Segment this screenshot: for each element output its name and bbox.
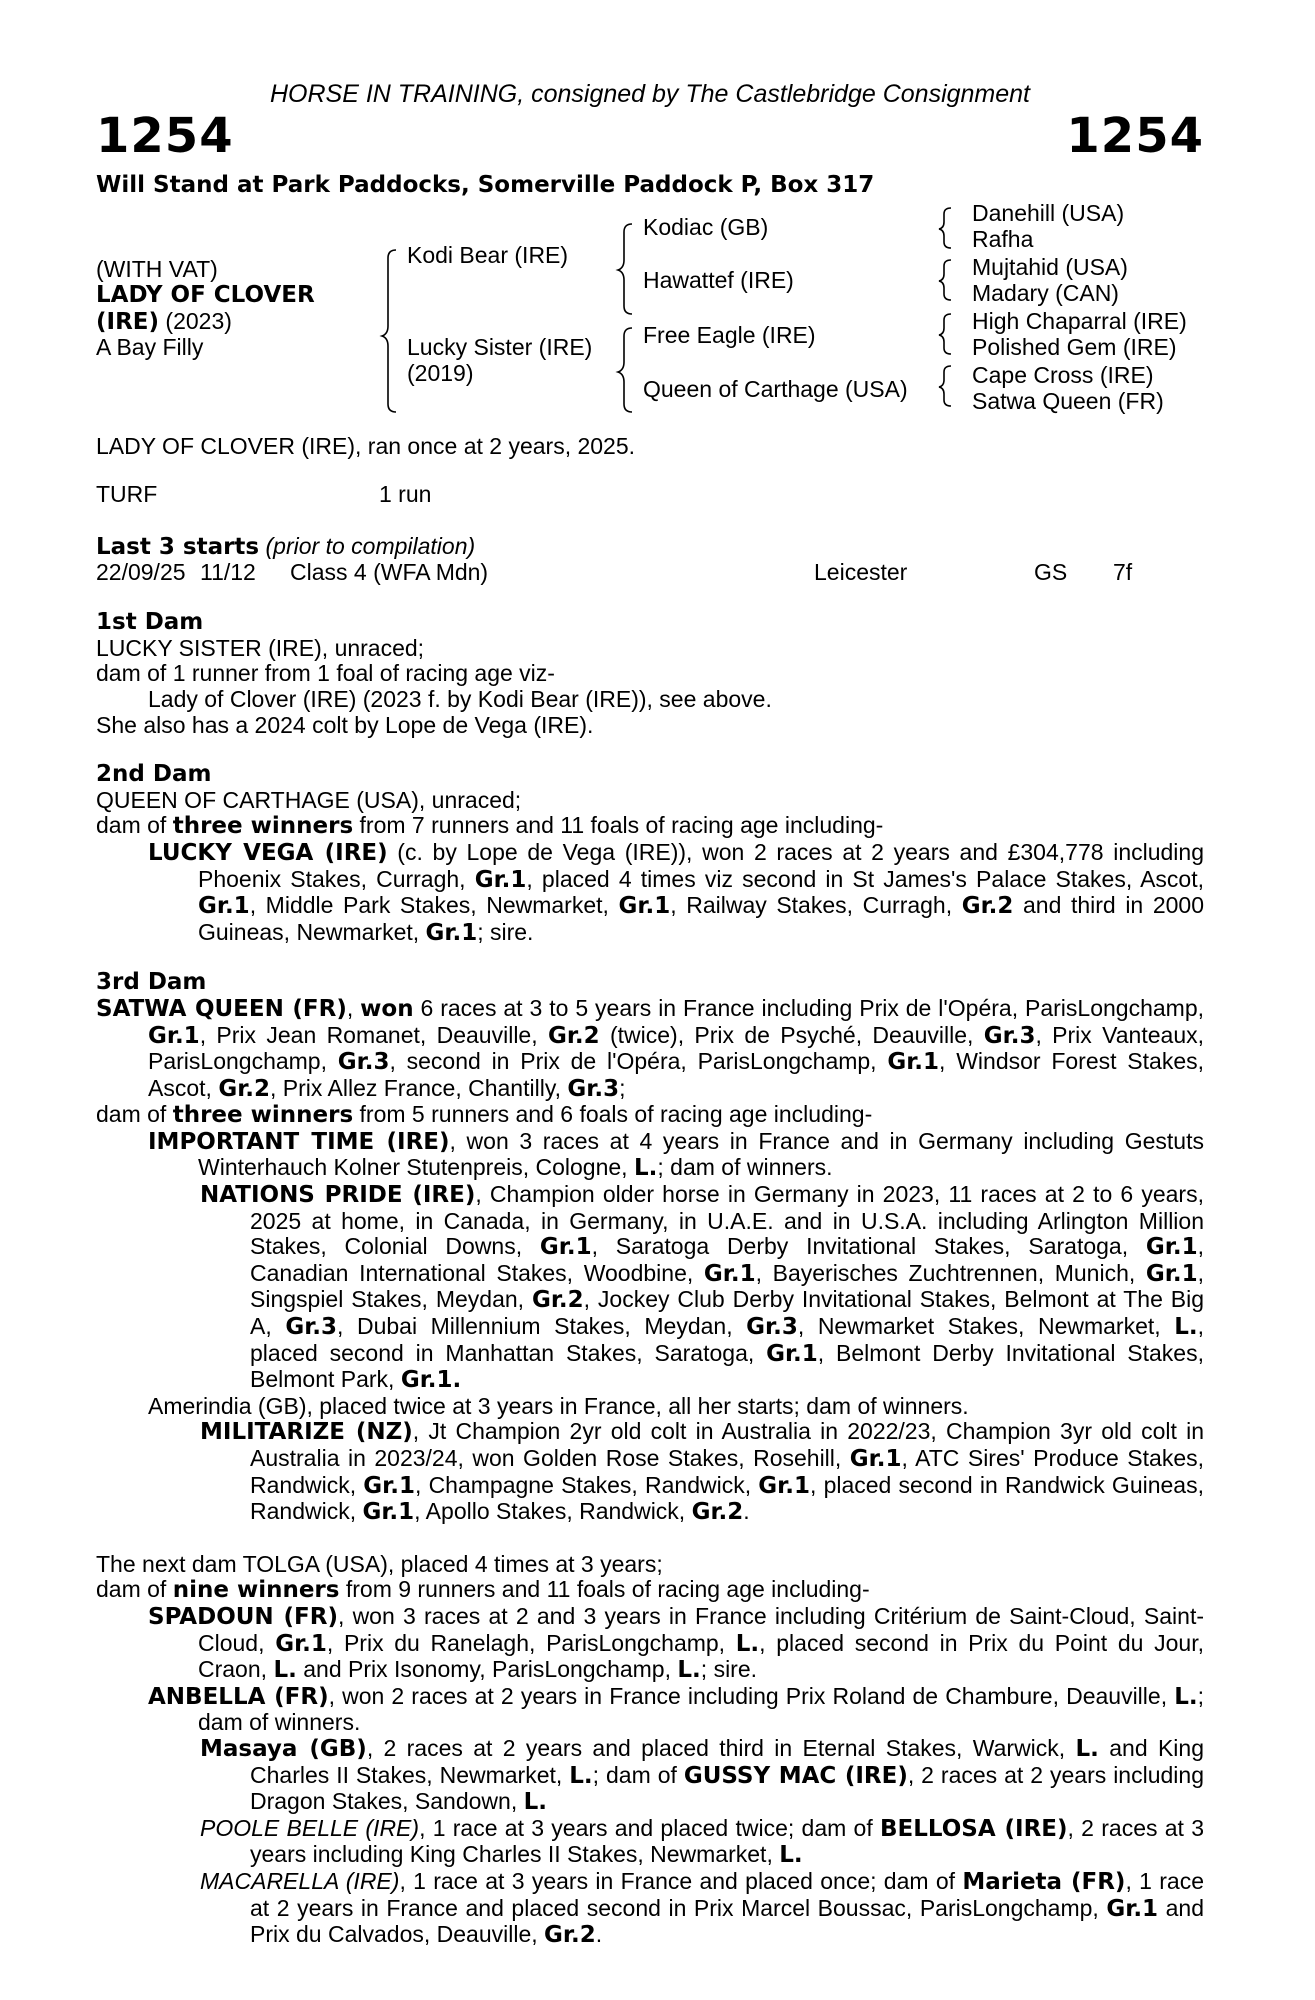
sq-j: Gr.3: [337, 1049, 390, 1076]
start-distance: 7f: [1113, 559, 1133, 586]
horse-origin: (IRE): [96, 309, 160, 335]
sq-b: won: [360, 995, 414, 1022]
sq-k: , second in Prix de l'Opéra, ParisLongchamp,: [389, 1048, 888, 1075]
np-f: Gr.1: [703, 1260, 756, 1287]
horse-origin-year: [96, 308, 232, 335]
ggs-1: Danehill (USA): [972, 200, 1125, 226]
lv-c: , placed 4 times viz second in St James's Palace Stakes, Ascot,: [526, 865, 1204, 892]
dam1-title: 1st Dam: [96, 609, 204, 636]
start-position: 11/12: [200, 559, 256, 586]
pedigree-table: [96, 200, 1204, 420]
nd-a: dam of: [96, 1576, 173, 1603]
ma-g: , 2 races at 2 years including Dragon Stakes, Sandown,: [250, 1761, 1204, 1815]
mi-name: MILITARIZE (NZ): [200, 1419, 413, 1446]
sp-g: and Prix Isonomy, ParisLongchamp,: [296, 1656, 678, 1683]
bracket-dam: [618, 328, 632, 412]
lv-i: and third in 2000 Guineas, Newmarket,: [198, 892, 1204, 945]
last-starts-note: (prior to compilation): [259, 532, 476, 559]
d3-c: from 5 runners and 6 foals of racing age including-: [353, 1101, 873, 1128]
horse-name: LADY OF CLOVER: [96, 282, 315, 308]
np-h: Gr.1: [1145, 1260, 1198, 1287]
mc-d: Gr.1: [1106, 1895, 1159, 1922]
mc-c: , 1 race at 2 years in France and placed second in Prix Marcel Boussac, ParisLongchamp,: [250, 1867, 1204, 1921]
ggs-8: Satwa Queen (FR): [972, 388, 1164, 414]
sp-e: , placed second in Prix du Point du Jour, Craon,: [198, 1629, 1205, 1683]
np-j: Gr.2: [531, 1287, 584, 1314]
last-starts-heading: [96, 534, 1204, 561]
record-surface: TURF: [96, 480, 158, 507]
sq-o: , Prix Allez France, Chantilly,: [270, 1074, 568, 1101]
sire-dam: Hawattef (IRE): [643, 267, 794, 293]
sire-sire: Kodiac (GB): [643, 214, 769, 240]
an-c: ; dam of winners.: [198, 1682, 1204, 1736]
horse-description: A Bay Filly: [96, 334, 204, 360]
vat-label: (WITH VAT): [96, 256, 218, 282]
ma-h: L.: [523, 1789, 548, 1816]
it-b: L.: [633, 1155, 658, 1182]
sq-name: SATWA QUEEN (FR): [96, 995, 347, 1022]
last-starts-title: Last 3 starts: [96, 533, 260, 560]
ma-d: L.: [569, 1762, 593, 1789]
sq-d: Gr.1: [148, 1022, 200, 1049]
sq-p: Gr.3: [567, 1075, 620, 1102]
dam2-l2a: dam of: [96, 812, 173, 839]
mi-g: , placed second in Randwick Guineas, Randwick,: [250, 1471, 1204, 1525]
next-dam-anbella: [96, 1684, 1204, 1736]
np-i: , Singspiel Stakes, Meydan,: [250, 1259, 1204, 1313]
dam1-line4: She also has a 2024 colt by Lope de Vega (IRE).: [96, 711, 594, 738]
sire-name: Kodi Bear (IRE): [407, 242, 569, 268]
lv-j: Gr.1: [425, 919, 478, 946]
mc-a: , 1 race at 3 years in France and placed once; dam of: [399, 1867, 963, 1894]
bracket-main: [382, 250, 396, 412]
it-c: ; dam of winners.: [657, 1154, 833, 1181]
dam-name: Lucky Sister (IRE): [407, 334, 593, 360]
nd-c: from 9 runners and 11 foals of racing age including-: [339, 1576, 870, 1603]
mi-d: Gr.1: [363, 1472, 415, 1499]
np-s: , Belmont Derby Invitational Stakes, Belmont Park,: [250, 1339, 1204, 1393]
dam2-l2b: three winners: [172, 813, 354, 840]
ma-e: ; dam of: [592, 1761, 684, 1788]
sq-c: 6 races at 3 to 5 years in France including Prix de l'Opéra, ParisLongchamp,: [413, 994, 1204, 1021]
np-d: Gr.1: [1145, 1234, 1198, 1261]
mi-h: Gr.1: [362, 1499, 415, 1526]
dam3-important-time: [96, 1129, 1204, 1182]
bracket-ds: [939, 314, 951, 354]
lv-h: Gr.2: [961, 893, 1014, 920]
sq-f: Gr.2: [547, 1022, 600, 1049]
np-b: Gr.1: [539, 1234, 592, 1261]
po-a: , 1 race at 3 years and placed twice; dam of: [419, 1814, 880, 1841]
ma-a: , 2 races at 2 years and placed third in Eternal Stakes, Warwick,: [366, 1734, 1076, 1761]
mi-a: , Jt Champion 2yr old colt in Australia in 2022/23, Champion 3yr old colt in Australia in 2023/24, won Golden Rose Stakes, Rosehill,: [250, 1418, 1204, 1471]
consignor-header: HORSE IN TRAINING, consigned by The Castlebridge Consignment: [269, 80, 1031, 108]
next-dam-poole-belle: [96, 1816, 1204, 1869]
sq-l: Gr.1: [887, 1049, 940, 1076]
np-m: , Dubai Millennium Stakes, Meydan,: [337, 1313, 747, 1340]
an-b: L.: [1174, 1683, 1198, 1710]
mc-e: and Prix du Calvados, Deauville,: [250, 1894, 1204, 1948]
ma-c: and King Charles II Stakes, Newmarket,: [250, 1734, 1204, 1788]
dam1-line1: LUCKY SISTER (IRE), unraced;: [96, 634, 425, 661]
np-r: Gr.1: [766, 1340, 818, 1367]
bracket-dd: [939, 366, 951, 406]
np-c: , Saratoga Derby Invitational Stakes, Saratoga,: [591, 1233, 1146, 1260]
stand-location: Will Stand at Park Paddocks, Somerville Paddock P, Box 317: [96, 172, 875, 198]
sq-n: Gr.2: [218, 1075, 270, 1102]
sq-e: , Prix Jean Romanet, Deauville,: [199, 1021, 548, 1048]
next-dam-line2: [96, 1577, 1204, 1604]
sp-h: L.: [677, 1657, 701, 1684]
start-row: [96, 560, 1204, 586]
lv-name: LUCKY VEGA (IRE): [148, 839, 388, 866]
lv-k: ; sire.: [477, 918, 534, 945]
dam2-l2c: from 7 runners and 11 foals of racing age including-: [353, 812, 884, 839]
ggs-4: Madary (CAN): [972, 280, 1119, 306]
lv-e: , Middle Park Stakes, Newmarket,: [249, 892, 619, 919]
sp-d: L.: [735, 1630, 760, 1657]
np-n: Gr.3: [746, 1314, 798, 1341]
dam2-title: 2nd Dam: [96, 761, 212, 788]
dam3-nations-pride: [96, 1182, 1204, 1394]
d3-a: dam of: [96, 1101, 173, 1128]
dam3-amerindia: Amerindia (GB), placed twice at 3 years in France, all her starts; dam of winners.: [148, 1392, 969, 1419]
dam3-dam-of: [96, 1102, 1204, 1129]
ma-b: L.: [1075, 1735, 1099, 1762]
ma-name: Masaya (GB): [200, 1735, 367, 1762]
lv-g: , Railway Stakes, Curragh,: [670, 892, 962, 919]
record-runs: 1 run: [379, 480, 432, 507]
an-a: , won 2 races at 2 years in France including Prix Roland de Chambure, Deauville,: [328, 1682, 1175, 1709]
po-d: L.: [779, 1842, 803, 1869]
start-race: Class 4 (WFA Mdn): [290, 559, 489, 586]
mc-b: Marieta (FR): [962, 1868, 1126, 1895]
np-o: , Newmarket Stakes, Newmarket,: [797, 1313, 1175, 1340]
np-g: , Bayerisches Zuchtrennen, Munich,: [755, 1259, 1146, 1286]
po-name: POOLE BELLE (IRE): [200, 1814, 420, 1841]
next-dam-spadoun: [96, 1604, 1204, 1684]
sq-h: Gr.3: [983, 1022, 1036, 1049]
it-a: , won 3 races at 4 years in France and in Germany including Gestuts Winterhauch Kolner Stutenpreis, Cologne,: [198, 1127, 1204, 1181]
it-name: IMPORTANT TIME (IRE): [148, 1128, 450, 1155]
dam1-progeny: Lady of Clover (IRE) (2023 f. by Kodi Bear (IRE)), see above.: [148, 685, 772, 712]
sq-q: ;: [619, 1074, 626, 1101]
bracket-ss: [939, 208, 951, 248]
po-b: BELLOSA (IRE): [879, 1815, 1068, 1842]
sq-m: , Windsor Forest Stakes, Ascot,: [148, 1048, 1205, 1101]
lv-a: (c. by Lope de Vega (IRE)), won 2 races at 2 years and £304,778 including Phoenix Stakes, Curragh,: [198, 838, 1204, 892]
bracket-sire: [618, 224, 632, 314]
np-a: , Champion older horse in Germany in 2023, 11 races at 2 to 6 years, 2025 at home, in Canada, in Germany, in U.A.E. and in U.S.A. including Arlington Million Stakes, Colonial Downs,: [250, 1181, 1204, 1260]
dam1-line2: dam of 1 runner from 1 foal of racing age viz-: [96, 660, 555, 687]
lv-b: Gr.1: [474, 866, 527, 893]
np-p: L.: [1174, 1314, 1198, 1341]
ggs-6: Polished Gem (IRE): [972, 334, 1177, 360]
np-t: Gr.1.: [400, 1367, 462, 1394]
mi-k: .: [743, 1498, 750, 1525]
ggs-7: Cape Cross (IRE): [972, 362, 1154, 388]
np-e: , Canadian International Stakes, Woodbine,: [250, 1233, 1204, 1286]
mi-b: Gr.1: [849, 1446, 902, 1472]
mc-g: .: [595, 1921, 603, 1948]
turf-record: [96, 482, 1204, 508]
sp-name: SPADOUN (FR): [148, 1603, 338, 1630]
lv-d: Gr.1: [198, 893, 250, 920]
next-dam-line1: The next dam TOLGA (USA), placed 4 times at 3 years;: [96, 1550, 663, 1577]
np-l: Gr.3: [285, 1314, 337, 1341]
start-date: 22/09/25: [96, 559, 186, 586]
sp-f: L.: [273, 1657, 297, 1684]
mi-f: Gr.1: [758, 1472, 810, 1499]
horse-year: (2023): [159, 308, 232, 334]
start-course: Leicester: [814, 559, 908, 586]
bracket-sd: [939, 260, 951, 300]
ggs-3: Mujtahid (USA): [972, 254, 1128, 280]
sq-g: (twice), Prix de Psyché, Deauville,: [599, 1021, 984, 1048]
lot-number-left: 1254: [96, 108, 234, 164]
summary-line: LADY OF CLOVER (IRE), ran once at 2 years, 2025.: [96, 433, 636, 459]
lot-number-right: 1254: [1066, 108, 1204, 164]
mi-e: , Champagne Stakes, Randwick,: [414, 1471, 759, 1498]
po-c: , 2 races at 3 years including King Charles II Stakes, Newmarket,: [250, 1814, 1204, 1868]
np-k: , Jockey Club Derby Invitational Stakes, Belmont at The Big A,: [250, 1286, 1204, 1340]
mi-i: , Apollo Stakes, Randwick,: [414, 1498, 692, 1525]
mi-j: Gr.2: [691, 1499, 744, 1526]
dam-dam: Queen of Carthage (USA): [643, 376, 908, 402]
sp-a: , won 3 races at 2 and 3 years in France including Critérium de Saint-Cloud, Saint-Cloud,: [198, 1602, 1204, 1656]
np-name: NATIONS PRIDE (IRE): [200, 1182, 476, 1209]
lv-f: Gr.1: [618, 893, 671, 920]
page-body: [96, 434, 1204, 1949]
sq-i: , Prix Vanteaux, ParisLongchamp,: [148, 1021, 1204, 1075]
d3-b: three winners: [172, 1102, 354, 1129]
ma-f: GUSSY MAC (IRE): [683, 1762, 908, 1789]
start-going: GS: [1034, 559, 1068, 586]
an-name: ANBELLA (FR): [148, 1683, 329, 1710]
dam2-progeny-lucky-vega: [96, 840, 1204, 946]
sp-i: ; sire.: [700, 1656, 758, 1683]
nd-b: nine winners: [172, 1577, 340, 1604]
mi-c: , ATC Sires' Produce Stakes, Randwick,: [250, 1445, 1204, 1498]
sq-a: ,: [346, 994, 361, 1021]
ggs-2: Rafha: [972, 226, 1034, 252]
mc-f: Gr.2: [544, 1922, 596, 1949]
next-dam-masaya: [96, 1736, 1204, 1816]
sp-c: , Prix du Ranelagh, ParisLongchamp,: [326, 1629, 736, 1656]
dam2-line2: [96, 813, 1204, 840]
dam3-militarize: [96, 1419, 1204, 1525]
dam2-line1: QUEEN OF CARTHAGE (USA), unraced;: [96, 786, 522, 813]
mc-name: MACARELLA (IRE): [200, 1867, 400, 1894]
np-q: , placed second in Manhattan Stakes, Saratoga,: [250, 1313, 1205, 1366]
dam-year: (2019): [407, 360, 474, 386]
ggs-5: High Chaparral (IRE): [972, 308, 1187, 334]
dam-sire: Free Eagle (IRE): [643, 322, 816, 348]
next-dam-macarella: [96, 1869, 1204, 1949]
sp-b: Gr.1: [275, 1630, 327, 1657]
dam3-satwa-queen: [96, 996, 1204, 1102]
dam3-title: 3rd Dam: [96, 969, 207, 996]
